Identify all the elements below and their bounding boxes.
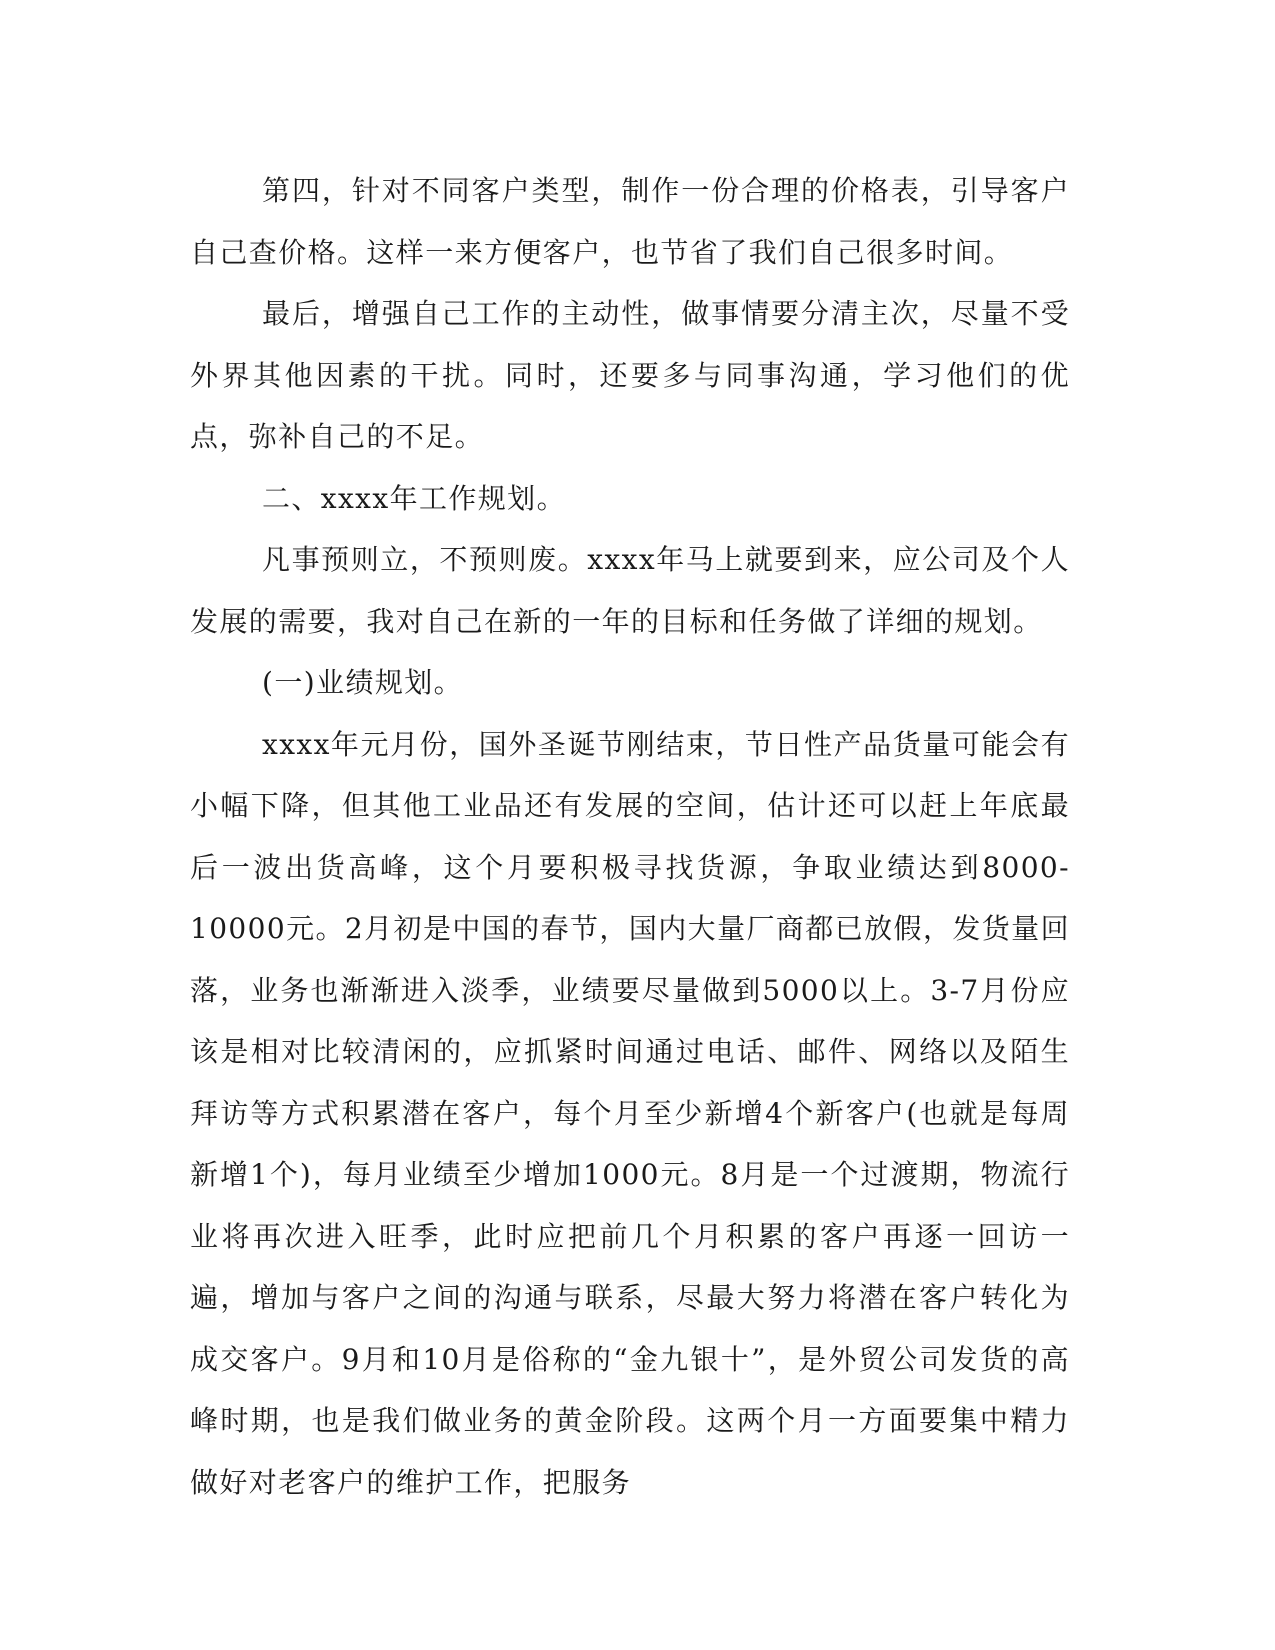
section-heading-work-plan: 二、xxxx年工作规划。 xyxy=(262,481,566,515)
paragraph-price-list: 第四，针对不同客户类型，制作一份合理的价格表，引导客户自己查价格。这样一来方便客户，也节省了我们自己很多时间。 xyxy=(190,174,1070,269)
paragraph-plan-intro: 凡事预则立，不预则废。xxxx年马上就要到来，应公司及个人发展的需要，我对自己在新的一年的目标和任务做了详细的规划。 xyxy=(190,543,1070,638)
paragraph-initiative: 最后，增强自己工作的主动性，做事情要分清主次，尽量不受外界其他因素的干扰。同时，还要多与同事沟通，学习他们的优点，弥补自己的不足。 xyxy=(190,297,1070,453)
document-body xyxy=(190,160,1070,1513)
subsection-heading-performance-plan: (一)业绩规划。 xyxy=(262,666,464,699)
paragraph-monthly-plan: xxxx年元月份，国外圣诞节刚结束，节日性产品货量可能会有小幅下降，但其他工业品还有发展的空间，估计还可以赶上年底最后一波出货高峰，这个月要积极寻找货源，争取业绩达到8000-10000元。2月初是中国的春节，国内大量厂商都已放假，发货量回落，业务也渐渐进入淡季，业绩要尽量做到5000以上。3-7月份应该是相对比较清闲的，应抓紧时间通过电话、邮件、网络以及陌生拜访等方式积累潜在客户，每个月至少新增4个新客户(也就是每周新增1个)，每月业绩至少增加1000元。8月是一个过渡期，物流行业将再次进入旺季，此时应把前几个月积累的客户再逐一回访一遍，增加与客户之间的沟通与联系，尽最大努力将潜在客户转化为成交客户。9月和10月是俗称的“金九银十”，是外贸公司发货的高峰时期，也是我们做业务的黄金阶段。这两个月一方面要集中精力做好对老客户的维护工作，把服务 xyxy=(190,727,1070,1499)
